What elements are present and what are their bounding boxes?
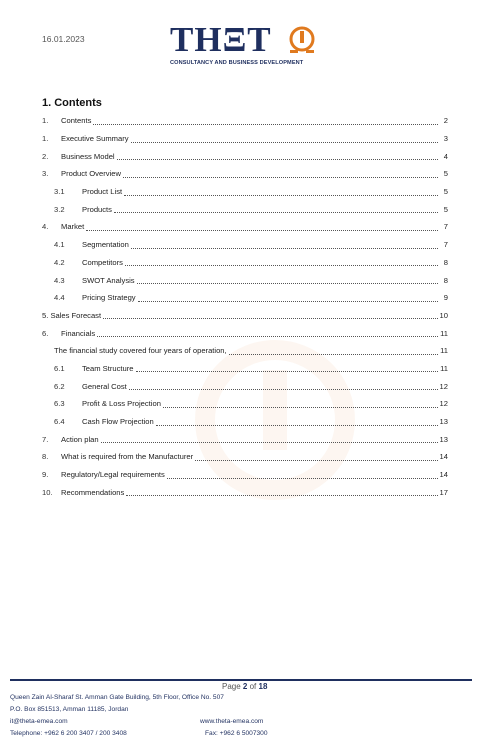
toc-entry-number: 6. bbox=[42, 328, 49, 338]
toc-entry[interactable] bbox=[42, 271, 448, 289]
toc-entry-number: 6.4 bbox=[54, 417, 65, 427]
logo-omega-icon bbox=[288, 25, 316, 55]
toc-entry[interactable] bbox=[42, 218, 448, 236]
toc-entry-number: 3.1 bbox=[54, 187, 65, 197]
document-date: 16.01.2023 bbox=[42, 34, 85, 44]
toc-entry-number: 4.3 bbox=[54, 275, 65, 285]
toc-entry-page: 17 bbox=[439, 487, 448, 497]
toc-entry-page: 14 bbox=[439, 470, 448, 480]
toc-leader-dots bbox=[195, 453, 437, 461]
toc-entry-number: 10. bbox=[42, 487, 53, 497]
toc-entry-title: Cash Flow Projection bbox=[82, 417, 154, 427]
toc-entry[interactable] bbox=[42, 342, 448, 360]
toc-leader-dots bbox=[137, 276, 438, 284]
toc-entry[interactable] bbox=[42, 165, 448, 183]
toc-entry-number: 3. bbox=[42, 169, 49, 179]
toc-entry-page: 4 bbox=[443, 151, 448, 161]
toc-entry[interactable] bbox=[42, 130, 448, 148]
toc-entry-number: 4. bbox=[42, 222, 49, 232]
toc-entry-page: 5 bbox=[443, 169, 448, 179]
toc-leader-dots bbox=[131, 135, 438, 143]
toc-entry[interactable] bbox=[42, 112, 448, 130]
toc-entry-page: 11 bbox=[440, 328, 448, 338]
toc-leader-dots bbox=[131, 241, 438, 249]
toc-entry-title: Product List bbox=[82, 187, 123, 197]
toc-leader-dots bbox=[114, 205, 438, 213]
toc-leader-dots bbox=[138, 294, 438, 302]
footer-divider bbox=[10, 679, 472, 681]
toc-entry-number: 1. bbox=[42, 116, 49, 126]
toc-entry-page: 8 bbox=[443, 257, 448, 267]
toc-entry-title: Segmentation bbox=[82, 240, 129, 250]
toc-leader-dots bbox=[86, 223, 438, 231]
footer-telephone: Telephone: +962 6 200 3407 / 200 3408 bbox=[10, 730, 127, 737]
toc-entry-page: 10 bbox=[439, 310, 448, 320]
page-title: 1. Contents bbox=[42, 97, 102, 109]
toc-leader-dots bbox=[93, 117, 438, 125]
toc-leader-dots bbox=[163, 400, 438, 408]
toc-leader-dots bbox=[229, 347, 438, 355]
toc-entry-title: General Cost bbox=[82, 381, 127, 391]
toc-entry-title: Regulatory/Legal requirements bbox=[61, 470, 165, 480]
theta-logo bbox=[168, 20, 328, 72]
page-of: of bbox=[249, 682, 257, 691]
toc-entry[interactable] bbox=[42, 413, 448, 431]
toc-leader-dots bbox=[126, 488, 437, 496]
toc-entry[interactable] bbox=[42, 183, 448, 201]
toc-entry-number: 8. bbox=[42, 452, 49, 462]
toc-leader-dots bbox=[125, 258, 438, 266]
toc-entry-page: 3 bbox=[443, 134, 448, 144]
toc-entry-number: 6.3 bbox=[54, 399, 65, 409]
toc-entry-title: Team Structure bbox=[82, 363, 134, 373]
toc-entry-title: SWOT Analysis bbox=[82, 275, 135, 285]
toc-entry[interactable] bbox=[42, 360, 448, 378]
toc-entry-title: The financial study covered four years of operation, bbox=[54, 346, 227, 356]
toc-entry-number: 4.2 bbox=[54, 257, 65, 267]
toc-entry-page: 12 bbox=[439, 381, 448, 391]
toc-entry-title: 5. Sales Forecast bbox=[42, 310, 102, 320]
toc-entry[interactable] bbox=[42, 395, 448, 413]
toc-entry-page: 9 bbox=[443, 293, 448, 303]
toc-entry[interactable] bbox=[42, 324, 448, 342]
toc-entry-title: Recommendations bbox=[61, 487, 125, 497]
toc-leader-dots bbox=[117, 152, 438, 160]
toc-entry-number: 3.2 bbox=[54, 204, 65, 214]
toc-entry-title: Action plan bbox=[61, 434, 99, 444]
toc-entry-page: 5 bbox=[443, 187, 448, 197]
footer-website-link[interactable]: www.theta-emea.com bbox=[200, 718, 264, 725]
page-total: 18 bbox=[258, 682, 268, 691]
toc-entry-title: Pricing Strategy bbox=[82, 293, 136, 303]
toc-entry[interactable] bbox=[42, 430, 448, 448]
toc-leader-dots bbox=[156, 418, 438, 426]
toc-entry-number: 4.1 bbox=[54, 240, 65, 250]
toc-entry-page: 11 bbox=[440, 363, 448, 373]
toc-leader-dots bbox=[167, 471, 438, 479]
toc-entry-title: What is required from the Manufacturer bbox=[61, 452, 194, 462]
table-of-contents bbox=[42, 112, 448, 501]
toc-entry-page: 12 bbox=[439, 399, 448, 409]
toc-entry-title: Market bbox=[61, 222, 85, 232]
page-prefix: Page bbox=[222, 682, 241, 691]
toc-leader-dots bbox=[124, 188, 438, 196]
toc-leader-dots bbox=[101, 435, 438, 443]
toc-entry-number: 9. bbox=[42, 470, 49, 480]
footer-address-line2: P.O. Box 851513, Amman 11185, Jordan bbox=[10, 706, 129, 713]
toc-entry-title: Competitors bbox=[82, 257, 123, 267]
toc-entry-page: 14 bbox=[439, 452, 448, 462]
toc-entry-page: 5 bbox=[443, 204, 448, 214]
toc-entry[interactable] bbox=[42, 307, 448, 325]
toc-entry-title: Contents bbox=[61, 116, 92, 126]
toc-entry-page: 7 bbox=[443, 222, 448, 232]
toc-entry[interactable] bbox=[42, 289, 448, 307]
toc-entry-title: Financials bbox=[61, 328, 96, 338]
page-current: 2 bbox=[242, 682, 248, 691]
toc-entry-number: 7. bbox=[42, 434, 49, 444]
toc-leader-dots bbox=[129, 382, 438, 390]
toc-entry-title: Business Model bbox=[61, 151, 115, 161]
toc-entry[interactable] bbox=[42, 254, 448, 272]
toc-entry-page: 13 bbox=[439, 417, 448, 427]
toc-entry-title: Product Overview bbox=[61, 169, 121, 179]
toc-entry-page: 2 bbox=[443, 116, 448, 126]
toc-entry-page: 8 bbox=[443, 275, 448, 285]
toc-entry[interactable] bbox=[42, 236, 448, 254]
toc-entry-page: 11 bbox=[440, 346, 448, 356]
footer-fax: Fax: +962 6 5007300 bbox=[205, 730, 268, 737]
toc-leader-dots bbox=[123, 170, 438, 178]
toc-entry-number: 2. bbox=[42, 151, 49, 161]
toc-entry[interactable] bbox=[42, 377, 448, 395]
logo-wordmark: THΞT bbox=[170, 20, 272, 59]
toc-entry-title: Profit & Loss Projection bbox=[82, 399, 161, 409]
toc-entry-number: 4.4 bbox=[54, 293, 65, 303]
toc-entry-title: Products bbox=[82, 204, 112, 214]
toc-entry-number: 6.2 bbox=[54, 381, 65, 391]
toc-leader-dots bbox=[97, 329, 438, 337]
toc-leader-dots bbox=[103, 311, 437, 319]
toc-entry[interactable] bbox=[42, 483, 448, 501]
footer-address-line1: Queen Zain Al-Sharaf St. Amman Gate Building, 5th Floor, Office No. 507 bbox=[10, 694, 224, 701]
toc-entry-page: 13 bbox=[439, 434, 448, 444]
toc-entry-title: Executive Summary bbox=[61, 134, 129, 144]
logo-tagline: CONSULTANCY AND BUSINESS DEVELOPMENT bbox=[170, 60, 304, 66]
toc-entry[interactable] bbox=[42, 448, 448, 466]
toc-entry[interactable] bbox=[42, 466, 448, 484]
toc-entry-number: 1. bbox=[42, 134, 49, 144]
toc-leader-dots bbox=[136, 364, 439, 372]
footer-email-link[interactable]: it@theta-emea.com bbox=[10, 718, 68, 725]
page-counter bbox=[222, 682, 267, 691]
toc-entry-number: 6.1 bbox=[54, 363, 65, 373]
toc-entry[interactable] bbox=[42, 200, 448, 218]
toc-entry-page: 7 bbox=[443, 240, 448, 250]
toc-entry[interactable] bbox=[42, 147, 448, 165]
